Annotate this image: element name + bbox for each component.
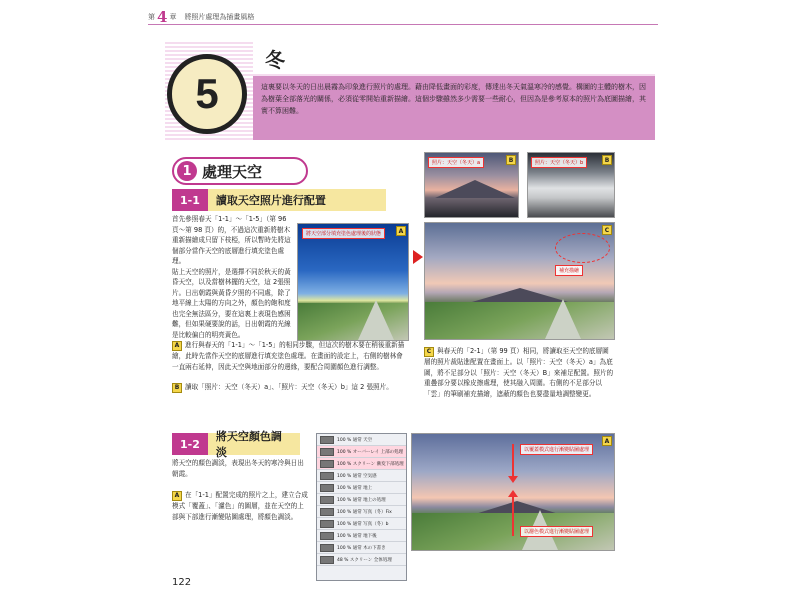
subheading-1-2 [172,430,300,459]
layer-label: 100 % 通常 写真（冬）b [337,521,389,527]
layer-row[interactable] [317,482,406,494]
badge-b: B [602,155,612,165]
photo-b2 [527,152,615,218]
layer-thumbnail [320,556,334,564]
section-title: 處理天空 [202,162,263,181]
subheading-title: 讀取天空照片進行配置 [208,189,386,211]
overlay-top-label: 以覆蓋模式進行漸變貼圖處理 [520,444,593,455]
badge-a: A [172,491,182,501]
overlay-arrow-line [512,444,514,478]
section-heading [172,157,308,185]
layer-label: 100 % 通常 地下後 [337,533,377,539]
badge-b: B [172,383,182,393]
highlight-ellipse [555,233,610,263]
step-a-1-1 [172,340,407,372]
step-c-1-1 [424,346,615,406]
badge-a: A [602,436,612,446]
photo-mountain [435,180,515,198]
section-number: 1 [177,161,197,181]
chapter-number: 4 [157,8,168,26]
hero-titlebar [253,42,655,72]
layer-label: 100 % 通常 地上の処理 [337,497,386,503]
layer-label: 100 % 通常 写真（冬）Fix [337,509,392,515]
photo-b2-label: 照片：天空（冬天）b [531,157,587,168]
subheading-title: 將天空顏色調淡 [208,433,300,455]
layer-label: 100 % 通常 天空 [337,437,373,443]
badge-b: B [506,155,516,165]
step-a-1-2 [172,490,310,538]
badge-c: C [602,225,612,235]
photo-c-label: 補充描繪 [555,265,583,276]
chapter-suffix: 章 [169,13,177,21]
photo-b1 [424,152,519,218]
step-b-text: 讀取「照片：天空（冬天）a」、「照片：天空（冬天）b」這 2 張照片。 [185,383,393,391]
layers-panel[interactable] [316,433,407,581]
badge-a: A [172,341,182,351]
layer-label: 48 % スクリーン 全体処理 [337,557,392,563]
subheading-number: 1-1 [172,189,208,211]
hero-banner [165,40,655,140]
overlay-bottom-label: 以濾色模式進行漸變貼圖處理 [520,526,593,537]
layer-thumbnail [320,520,334,528]
layer-label: 100 % 通常 木の下書き [337,545,386,551]
layer-thumbnail [320,484,334,492]
layer-label: 100 % 通常 地上 [337,485,373,491]
overlay-arrow-line [512,496,514,536]
chapter-title: 將照片處理為插畫風格 [184,13,255,21]
layer-row[interactable] [317,518,406,530]
badge-c: C [424,347,434,357]
step-c-text: 與春天的「2-1」（第 99 頁）相同，將讀取至天空的底層圖層的照片裁貼進配置在畫面上。以「照片：天空（冬天）a」為底圖，將不足部分以「照片：天空（冬天）B」來補足配置。照片的重疊部分要以橡皮擦處理，使其融入周圍。右側的不足部分以「雲」的筆刷補充描繪，遮蔽的顏色也要盡量地調整變更。 [424,347,614,398]
layer-thumbnail [320,460,334,468]
layer-label: 100 % スクリーン 漸変下部処理 [337,461,404,467]
subheading-number: 1-2 [172,433,208,455]
subheading-1-1 [172,189,386,211]
photo-road [545,299,581,339]
layer-thumbnail [320,532,334,540]
hero-title: 冬 [265,48,285,72]
photo-a-label: 將天空部分填充塗色處理後的狀態 [302,228,385,239]
chapter-prefix: 第 [148,13,155,21]
layer-thumbnail [320,544,334,552]
arrow-right-icon [413,250,423,264]
step-b-1-1 [172,382,407,393]
layer-row[interactable] [317,446,406,458]
layer-thumbnail [320,496,334,504]
photo-field [425,302,614,339]
layer-row[interactable] [317,458,406,470]
arrow-up-icon [508,490,518,497]
layer-row[interactable] [317,554,406,566]
photo-c [424,222,615,340]
hero-number-circle: 5 [167,54,247,134]
photo-final [411,433,615,551]
step-a-text: 在「1-1」配置完成的照片之上，建立合成模式「覆蓋」、「濾色」的圖層，並在天空的上部與下部進行漸變貼圖處理，將顏色調淡。 [172,491,308,521]
page-number: 122 [172,577,192,588]
layer-row[interactable] [317,542,406,554]
photo-b1-label: 照片：天空（冬天）a [428,157,484,168]
layer-thumbnail [320,472,334,480]
layer-thumbnail [320,436,334,444]
hero-description: 這裏要以冬天的日出晨霧為印象進行照片的處理。藉由降低畫面的彩度，傳達出冬天氣溫寒冷的感覺。構圖的主體的樹木，因為樹葉全部落光的關係，必須從零開始重新描繪。這個步驟雖然多少需要一些耐心，但因為是參考原本的照片為底圖描繪，其實不算困難。 [253,76,655,140]
intro-paragraph-1-1: 首先參照春天「1-1」～「1-5」（第 96 頁～第 98 頁）的，不過這次重新將樹木重新描繪成只留下枝椏，所以暫時先將這個部分當作天空的底層進行填充塗色處理。 貼上天空的照片，是選擇不同於秋天的黃昏天空，以及當樹林擺的天空，這 2張照片。日出朝霞與黃昏夕照的不同處，除了地平線上太陽的方向之外，顏色的飽和度也完全無法區分，要在這裏上表現色感困難，但如果硬要說的話，日出朝霞的光線是比較偏白的明亮黃色。 [172,215,291,339]
layer-row[interactable] [317,530,406,542]
layer-label: 100 % 通常 空気感 [337,473,377,479]
layer-row[interactable] [317,506,406,518]
layer-thumbnail [320,508,334,516]
layer-thumbnail [320,448,334,456]
badge-a: A [396,226,406,236]
intro-paragraph-1-2: 將天空的顏色調淡，表現出冬天的寒冷與日出朝霞。 [172,459,304,478]
layer-row[interactable] [317,494,406,506]
step-a-text: 進行與春天的「1-1」～「1-5」的相同步驟，但這次的樹木要在稍後重新描繪，此時先當作天空的底層進行填充塗色處理。在畫面的設定上，右側的樹林會一直兩右延伸，因此天空與地面部分的邊緣，要配合周圍顏色進行調整。 [172,341,405,371]
running-header [148,9,658,25]
layer-row[interactable] [317,434,406,446]
arrow-down-icon [508,476,518,483]
layer-label: 100 % オーバーレイ 上部の処理 [337,449,404,455]
photo-a [297,223,409,341]
layer-row[interactable] [317,470,406,482]
photo-road [358,300,394,340]
